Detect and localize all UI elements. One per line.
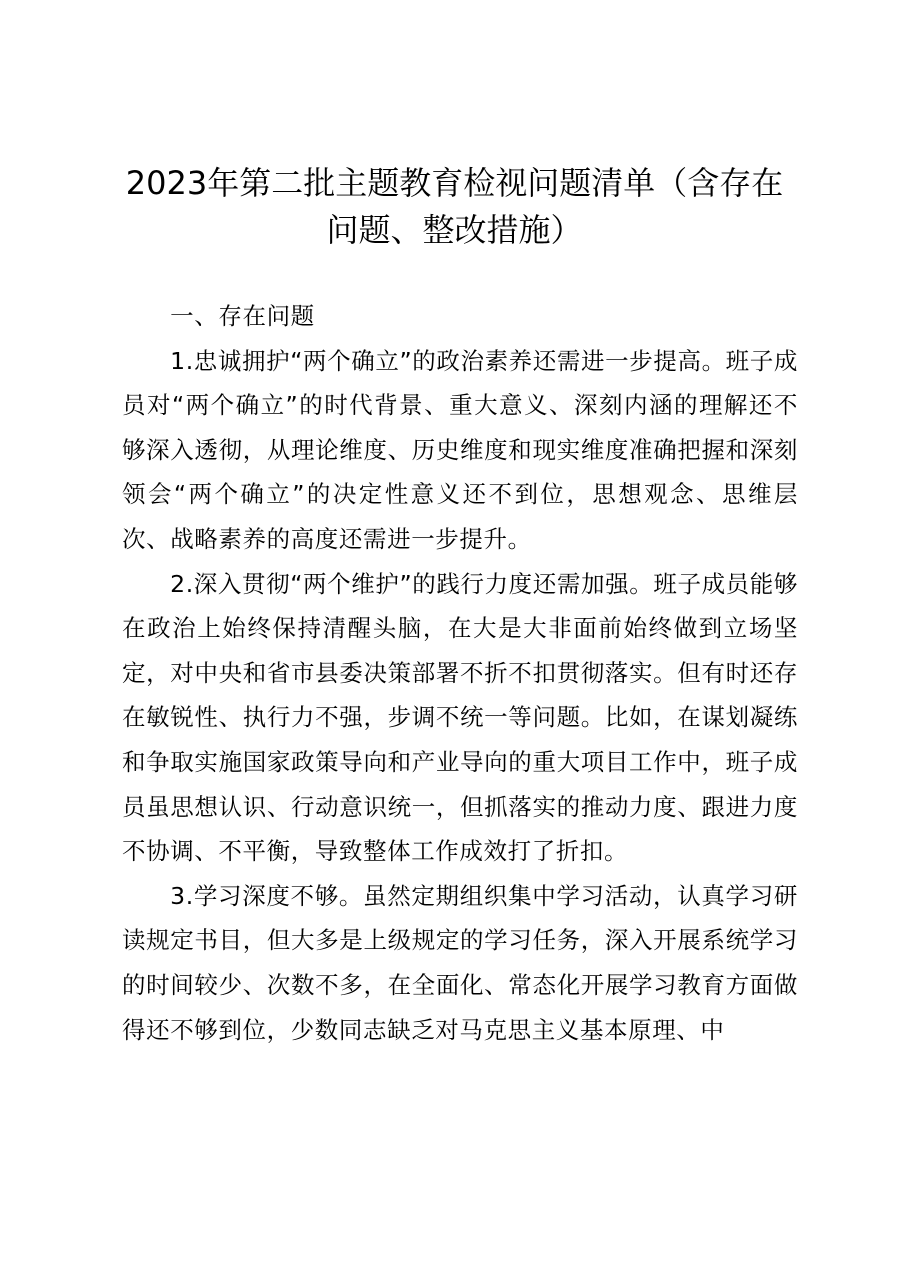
paragraph-3: 3.学习深度不够。虽然定期组织集中学习活动，认真学习研读规定书目，但大多是上级规定的学习任务，深入开展系统学习的时间较少、次数不多，在全面化、常态化开展学习教育方面做得还不够到位，少数同志缺乏对马克思主义基本原理、中	[122, 881, 798, 1044]
paragraph-1: 1.忠诚拥护“两个确立”的政治素养还需进一步提高。班子成员对“两个确立”的时代背景、重大意义、深刻内涵的理解还不够深入透彻，从理论维度、历史维度和现实维度准确把握和深刻领会“两个确立”的决定性意义还不到位，思想观念、思维层次、战略素养的高度还需进一步提升。	[122, 346, 798, 553]
document-body	[122, 294, 798, 1052]
paragraph-2: 2.深入贯彻“两个维护”的践行力度还需加强。班子成员能够在政治上始终保持清醒头脑，在大是大非面前始终做到立场坚定，对中央和省市县委决策部署不折不扣贯彻落实。但有时还存在敏锐性、执行力不强，步调不统一等问题。比如，在谋划凝练和争取实施国家政策导向和产业导向的重大项目工作中，班子成员虽思想认识、行动意识统一，但抓落实的推动力度、跟进力度不协调、不平衡，导致整体工作成效打了折扣。	[122, 569, 798, 866]
section-heading: 一、存在问题	[170, 302, 315, 330]
document-title: 2023年第二批主题教育检视问题清单（含存在问题、整改措施）	[125, 164, 784, 249]
